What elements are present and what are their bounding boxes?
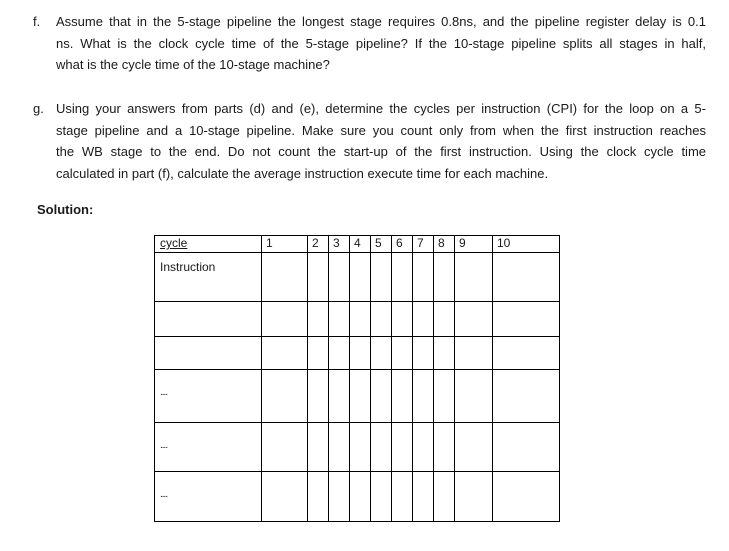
pipeline-table <box>154 235 560 522</box>
table-cell <box>262 302 308 337</box>
question-f-text <box>56 11 706 76</box>
table-cell <box>371 302 392 337</box>
table-cell <box>434 370 455 423</box>
table-cell <box>329 370 350 423</box>
cycle-number: 9 <box>455 236 493 253</box>
table-cell <box>262 253 308 302</box>
row-label: .... <box>155 370 262 423</box>
table-cell <box>434 472 455 522</box>
cycle-number: 2 <box>308 236 329 253</box>
table-cell <box>371 337 392 370</box>
question-g-text <box>56 98 706 184</box>
table-cell <box>392 370 413 423</box>
table-cell <box>308 370 329 423</box>
table-cell <box>392 472 413 522</box>
question-f-line: Assume that in the 5-stage pipeline the longest stage requires 0.8ns, and the pipeline register delay is 0.1 <box>56 14 706 29</box>
table-cell <box>455 472 493 522</box>
question-f-line: what is the cycle time of the 10-stage machine? <box>56 57 330 72</box>
table-cell <box>308 253 329 302</box>
table-cell <box>329 472 350 522</box>
table-row <box>155 472 560 522</box>
row-label: .... <box>155 472 262 522</box>
table-cell <box>455 370 493 423</box>
table-cell <box>413 253 434 302</box>
table-cell <box>350 253 371 302</box>
question-f-letter: f. <box>33 14 41 29</box>
table-cell <box>392 253 413 302</box>
cycle-number: 5 <box>371 236 392 253</box>
table-cell <box>392 423 413 472</box>
table-cell <box>455 253 493 302</box>
table-cell <box>308 337 329 370</box>
question-g-letter: g. <box>33 101 44 116</box>
table-cell <box>308 472 329 522</box>
table-cell <box>371 253 392 302</box>
table-cell <box>493 302 560 337</box>
table-cell <box>434 253 455 302</box>
table-cell <box>350 472 371 522</box>
cycle-label: cycle <box>155 236 262 253</box>
table-cell <box>455 423 493 472</box>
table-row <box>155 302 560 337</box>
table-cell <box>413 370 434 423</box>
table-cell <box>493 337 560 370</box>
row-label <box>155 337 262 370</box>
question-f-line: ns. What is the clock cycle time of the 5-stage pipeline? If the 10-stage pipeline splits all stages in half, <box>56 35 706 51</box>
table-cell <box>350 370 371 423</box>
table-cell <box>350 302 371 337</box>
table-row <box>155 423 560 472</box>
table-cell <box>493 370 560 423</box>
cycle-number: 10 <box>493 236 560 253</box>
table-cell <box>329 423 350 472</box>
row-label <box>155 302 262 337</box>
question-g-line: stage pipeline and a 10-stage pipeline. Make sure you count only from when the first instruction reaches <box>56 122 706 138</box>
table-cell <box>371 370 392 423</box>
table-cell <box>413 337 434 370</box>
question-g-line: the WB stage to the end. Do not count the start-up of the first instruction. Using the clock cycle time <box>56 144 706 159</box>
table-cell <box>262 423 308 472</box>
table-cell <box>350 423 371 472</box>
table-cell <box>413 302 434 337</box>
cycle-number: 6 <box>392 236 413 253</box>
table-cell <box>308 423 329 472</box>
table-cell <box>493 253 560 302</box>
table-cell <box>329 253 350 302</box>
table-row <box>155 337 560 370</box>
table-cell <box>493 423 560 472</box>
table-cell <box>493 472 560 522</box>
table-cell <box>371 423 392 472</box>
cycle-number: 8 <box>434 236 455 253</box>
row-label: Instruction <box>155 253 262 302</box>
table-row <box>155 253 560 302</box>
table-cell <box>434 337 455 370</box>
cycle-number: 3 <box>329 236 350 253</box>
solution-label: Solution: <box>37 202 94 217</box>
table-cell <box>262 337 308 370</box>
table-cell <box>392 302 413 337</box>
row-label: .... <box>155 423 262 472</box>
cycle-header-row <box>155 236 560 253</box>
cycle-number: 1 <box>262 236 308 253</box>
question-g-line: calculated in part (f), calculate the average instruction execute time for each machine. <box>56 165 549 181</box>
table-cell <box>434 423 455 472</box>
table-cell <box>350 337 371 370</box>
table-cell <box>413 423 434 472</box>
table-cell <box>329 337 350 370</box>
cycle-number: 7 <box>413 236 434 253</box>
question-g-line: Using your answers from parts (d) and (e), determine the cycles per instruction (CPI) for the loop on a 5- <box>56 101 706 116</box>
table-cell <box>262 370 308 423</box>
table-cell <box>455 302 493 337</box>
table-cell <box>308 302 329 337</box>
table-row <box>155 370 560 423</box>
table-cell <box>262 472 308 522</box>
table-cell <box>329 302 350 337</box>
table-cell <box>392 337 413 370</box>
table-cell <box>371 472 392 522</box>
table-cell <box>413 472 434 522</box>
cycle-number: 4 <box>350 236 371 253</box>
table-cell <box>434 302 455 337</box>
table-cell <box>455 337 493 370</box>
